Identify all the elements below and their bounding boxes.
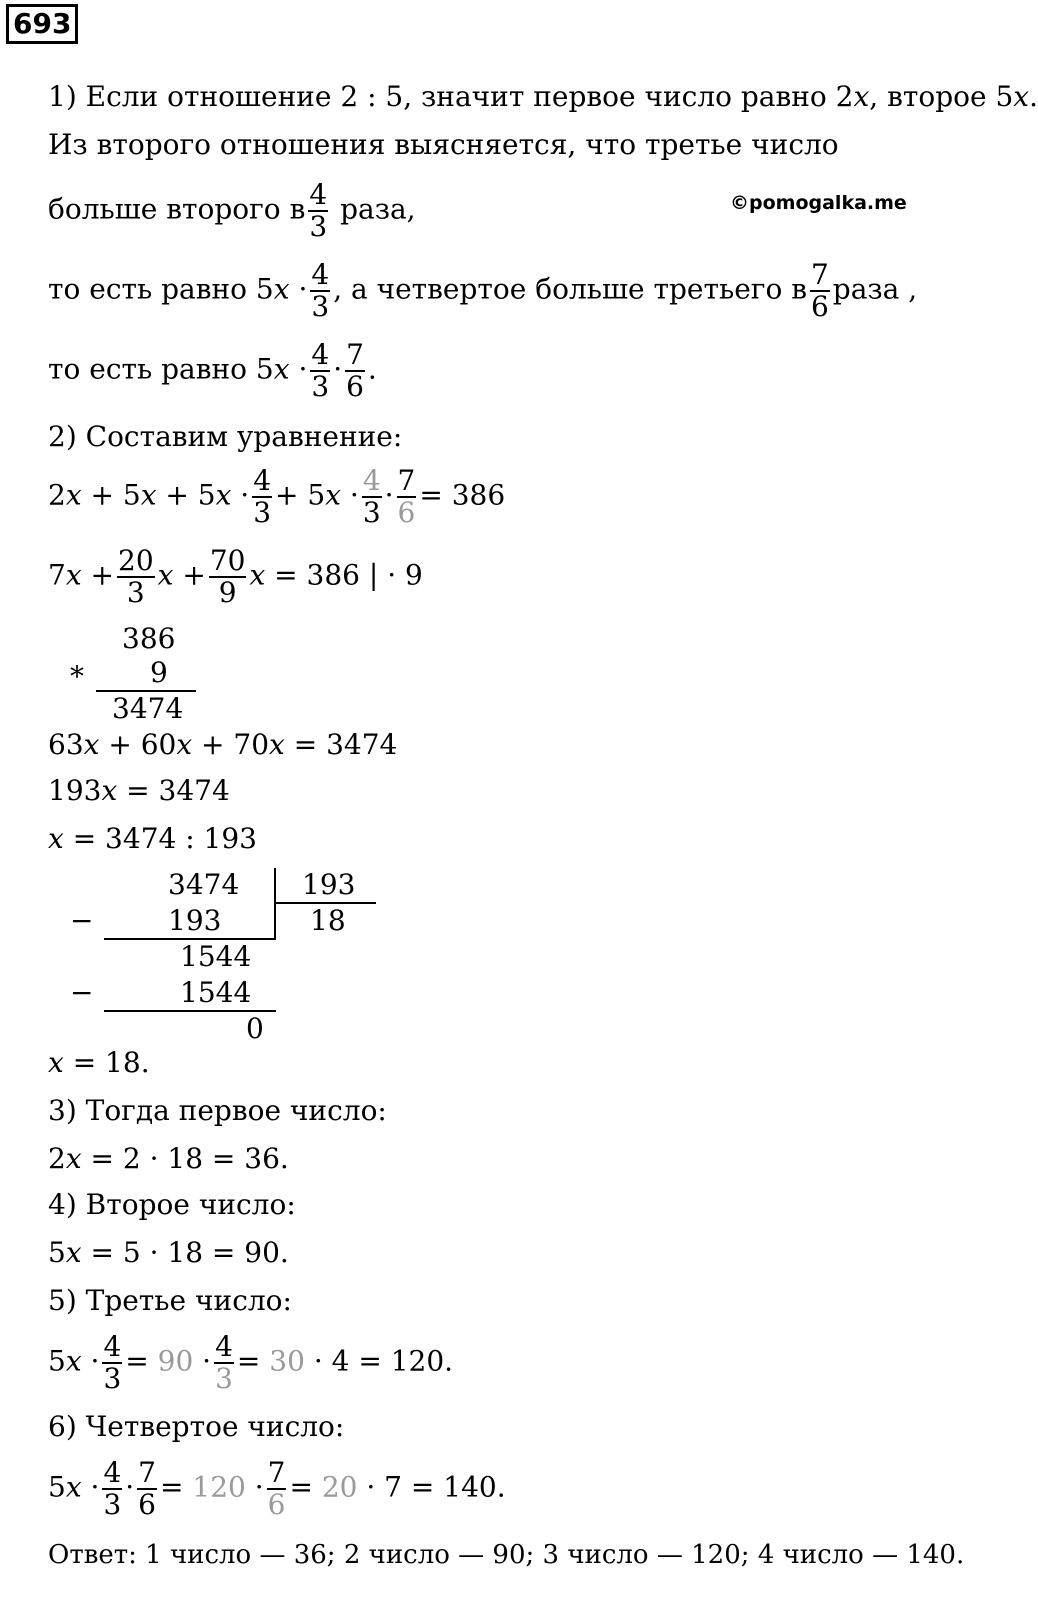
step4-equation: 5x = 5 · 18 = 90. — [48, 1236, 289, 1269]
div-rem2: 0 — [246, 1012, 264, 1045]
mult-a: 386 — [122, 622, 176, 655]
equation-2: 7x + $\frac{20}{3}$ x + $\frac{70}{9}$ x = 386 | · 9 — [48, 544, 423, 609]
mult-b: 9 — [150, 656, 168, 689]
div-minus-2: − — [70, 976, 94, 1009]
answer: Ответ: 1 число — 36; 2 число — 90; 3 число — 120; 4 число — 140. — [48, 1540, 965, 1570]
div-dividend: 3474 — [168, 868, 240, 901]
div-sub1: 193 — [168, 904, 222, 937]
equation-1: 2x + 5x + 5x · $\frac{4}{3}$ + 5x · $\frac{4}{3}$ · $\frac{7}{6}$ = 386 — [48, 464, 506, 529]
equation-4: 193x = 3474 — [48, 774, 230, 807]
watermark: ©pomogalka.me — [730, 192, 907, 214]
step3-title: 3) Тогда первое число: — [48, 1094, 387, 1127]
div-sub2: 1544 — [180, 976, 252, 1009]
step1-line4: то есть равно 5x · $\frac{4}{3}$ , а четвертое больше третьего в $\frac{7}{6}$ раза , — [48, 258, 918, 323]
div-divisor: 193 — [302, 868, 356, 901]
equation-3: 63x + 60x + 70x = 3474 — [48, 728, 398, 761]
equation-5: x = 3474 : 193 — [48, 822, 257, 855]
step1-line2: Из второго отношения выясняется, что третье число — [48, 128, 839, 161]
x-value: x = 18. — [48, 1046, 150, 1079]
problem-number: 693 — [6, 4, 78, 44]
div-minus-1: − — [70, 904, 94, 937]
div-vline — [274, 868, 276, 940]
step1-line3: больше второго в $\frac{4}{3}$ раза, — [48, 178, 416, 243]
step3-equation: 2x = 2 · 18 = 36. — [48, 1142, 289, 1175]
step1-line5: то есть равно 5x · $\frac{4}{3}$ · $\frac{7}{6}$ . — [48, 338, 377, 403]
step6-title: 6) Четвертое число: — [48, 1410, 345, 1443]
mult-result: 3474 — [112, 692, 184, 725]
div-rem1: 1544 — [180, 940, 252, 973]
div-quotient: 18 — [310, 904, 346, 937]
step5-title: 5) Третье число: — [48, 1284, 292, 1317]
step2-title: 2) Составим уравнение: — [48, 420, 403, 453]
step6-equation: 5x · $\frac{4}{3}$ · $\frac{7}{6}$ = 120 · $\frac{7}{6}$ = 20 · 7 = 140. — [48, 1456, 506, 1521]
step4-title: 4) Второе число: — [48, 1188, 296, 1221]
step1-line1: 1) Если отношение 2 : 5, значит первое число равно 2x, второе 5x. — [48, 80, 1038, 113]
mult-sign: * — [70, 660, 84, 693]
step5-equation: 5x · $\frac{4}{3}$ = 90 · $\frac{4}{3}$ = 30 · 4 = 120. — [48, 1330, 454, 1395]
